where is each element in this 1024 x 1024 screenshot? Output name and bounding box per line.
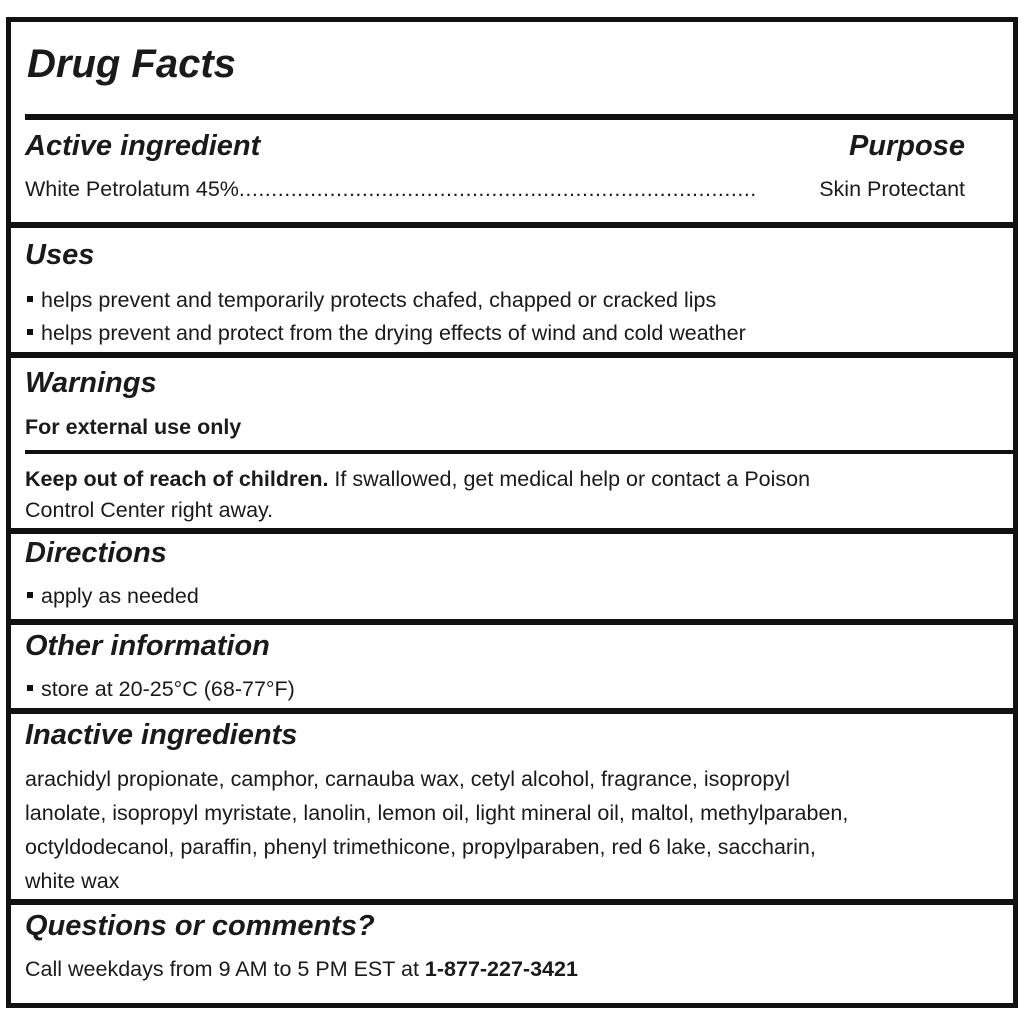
inactive-ingredients-line: arachidyl propionate, camphor, carnauba wax, cetyl alcohol, fragrance, isopropyl xyxy=(25,767,790,791)
other-information-heading: Other information xyxy=(25,630,270,662)
warnings-heading: Warnings xyxy=(25,367,157,399)
list-item: store at 20-25°C (68-77°F) xyxy=(25,673,295,706)
list-item: apply as needed xyxy=(25,580,199,613)
drug-facts-panel xyxy=(6,17,1018,1008)
keep-out-of-reach-warning-cont: Control Center right away. xyxy=(25,498,274,522)
phone-number[interactable]: 1-877-227-3421 xyxy=(424,957,578,981)
contact-line: Call weekdays from 9 AM to 5 PM EST at 1-877-227-3421 xyxy=(25,957,578,981)
dot-leader: ................................................................................ xyxy=(238,177,757,201)
inactive-ingredients-line: lanolate, isopropyl myristate, lanolin, lemon oil, light mineral oil, maltol, methylparaben, xyxy=(25,801,849,825)
bullet-icon xyxy=(27,329,33,335)
section-divider xyxy=(11,708,1013,714)
active-ingredient-purpose: Skin Protectant xyxy=(811,173,965,206)
section-divider xyxy=(11,619,1013,625)
list-item: helps prevent and protect from the drying effects of wind and cold weather xyxy=(25,317,746,350)
list-item: helps prevent and temporarily protects chafed, chapped or cracked lips xyxy=(25,284,716,317)
bullet-icon xyxy=(27,685,33,691)
purpose-heading: Purpose xyxy=(848,130,965,162)
questions-heading: Questions or comments? xyxy=(25,910,375,942)
directions-heading: Directions xyxy=(25,537,167,569)
active-ingredient-heading: Active ingredient xyxy=(25,130,261,162)
inactive-ingredients-heading: Inactive ingredients xyxy=(25,719,298,751)
warnings-subdivider xyxy=(25,450,1013,454)
active-ingredient-name: White Petrolatum 45% xyxy=(25,177,239,201)
section-divider xyxy=(11,352,1013,358)
bullet-icon xyxy=(27,592,33,598)
section-divider xyxy=(11,528,1013,534)
title-divider xyxy=(25,114,1013,120)
inactive-ingredients-line: octyldodecanol, paraffin, phenyl trimethicone, propylparaben, red 6 lake, saccharin, xyxy=(25,835,816,859)
uses-heading: Uses xyxy=(25,239,95,271)
inactive-ingredients-line: white wax xyxy=(25,869,120,893)
section-divider xyxy=(11,899,1013,905)
external-use-warning: For external use only xyxy=(25,415,242,439)
section-divider xyxy=(11,222,1013,228)
page-title: Drug Facts xyxy=(27,42,236,86)
bullet-icon xyxy=(27,296,33,302)
keep-out-of-reach-warning: Keep out of reach of children. If swallowed, get medical help or contact a Poison xyxy=(25,467,811,491)
